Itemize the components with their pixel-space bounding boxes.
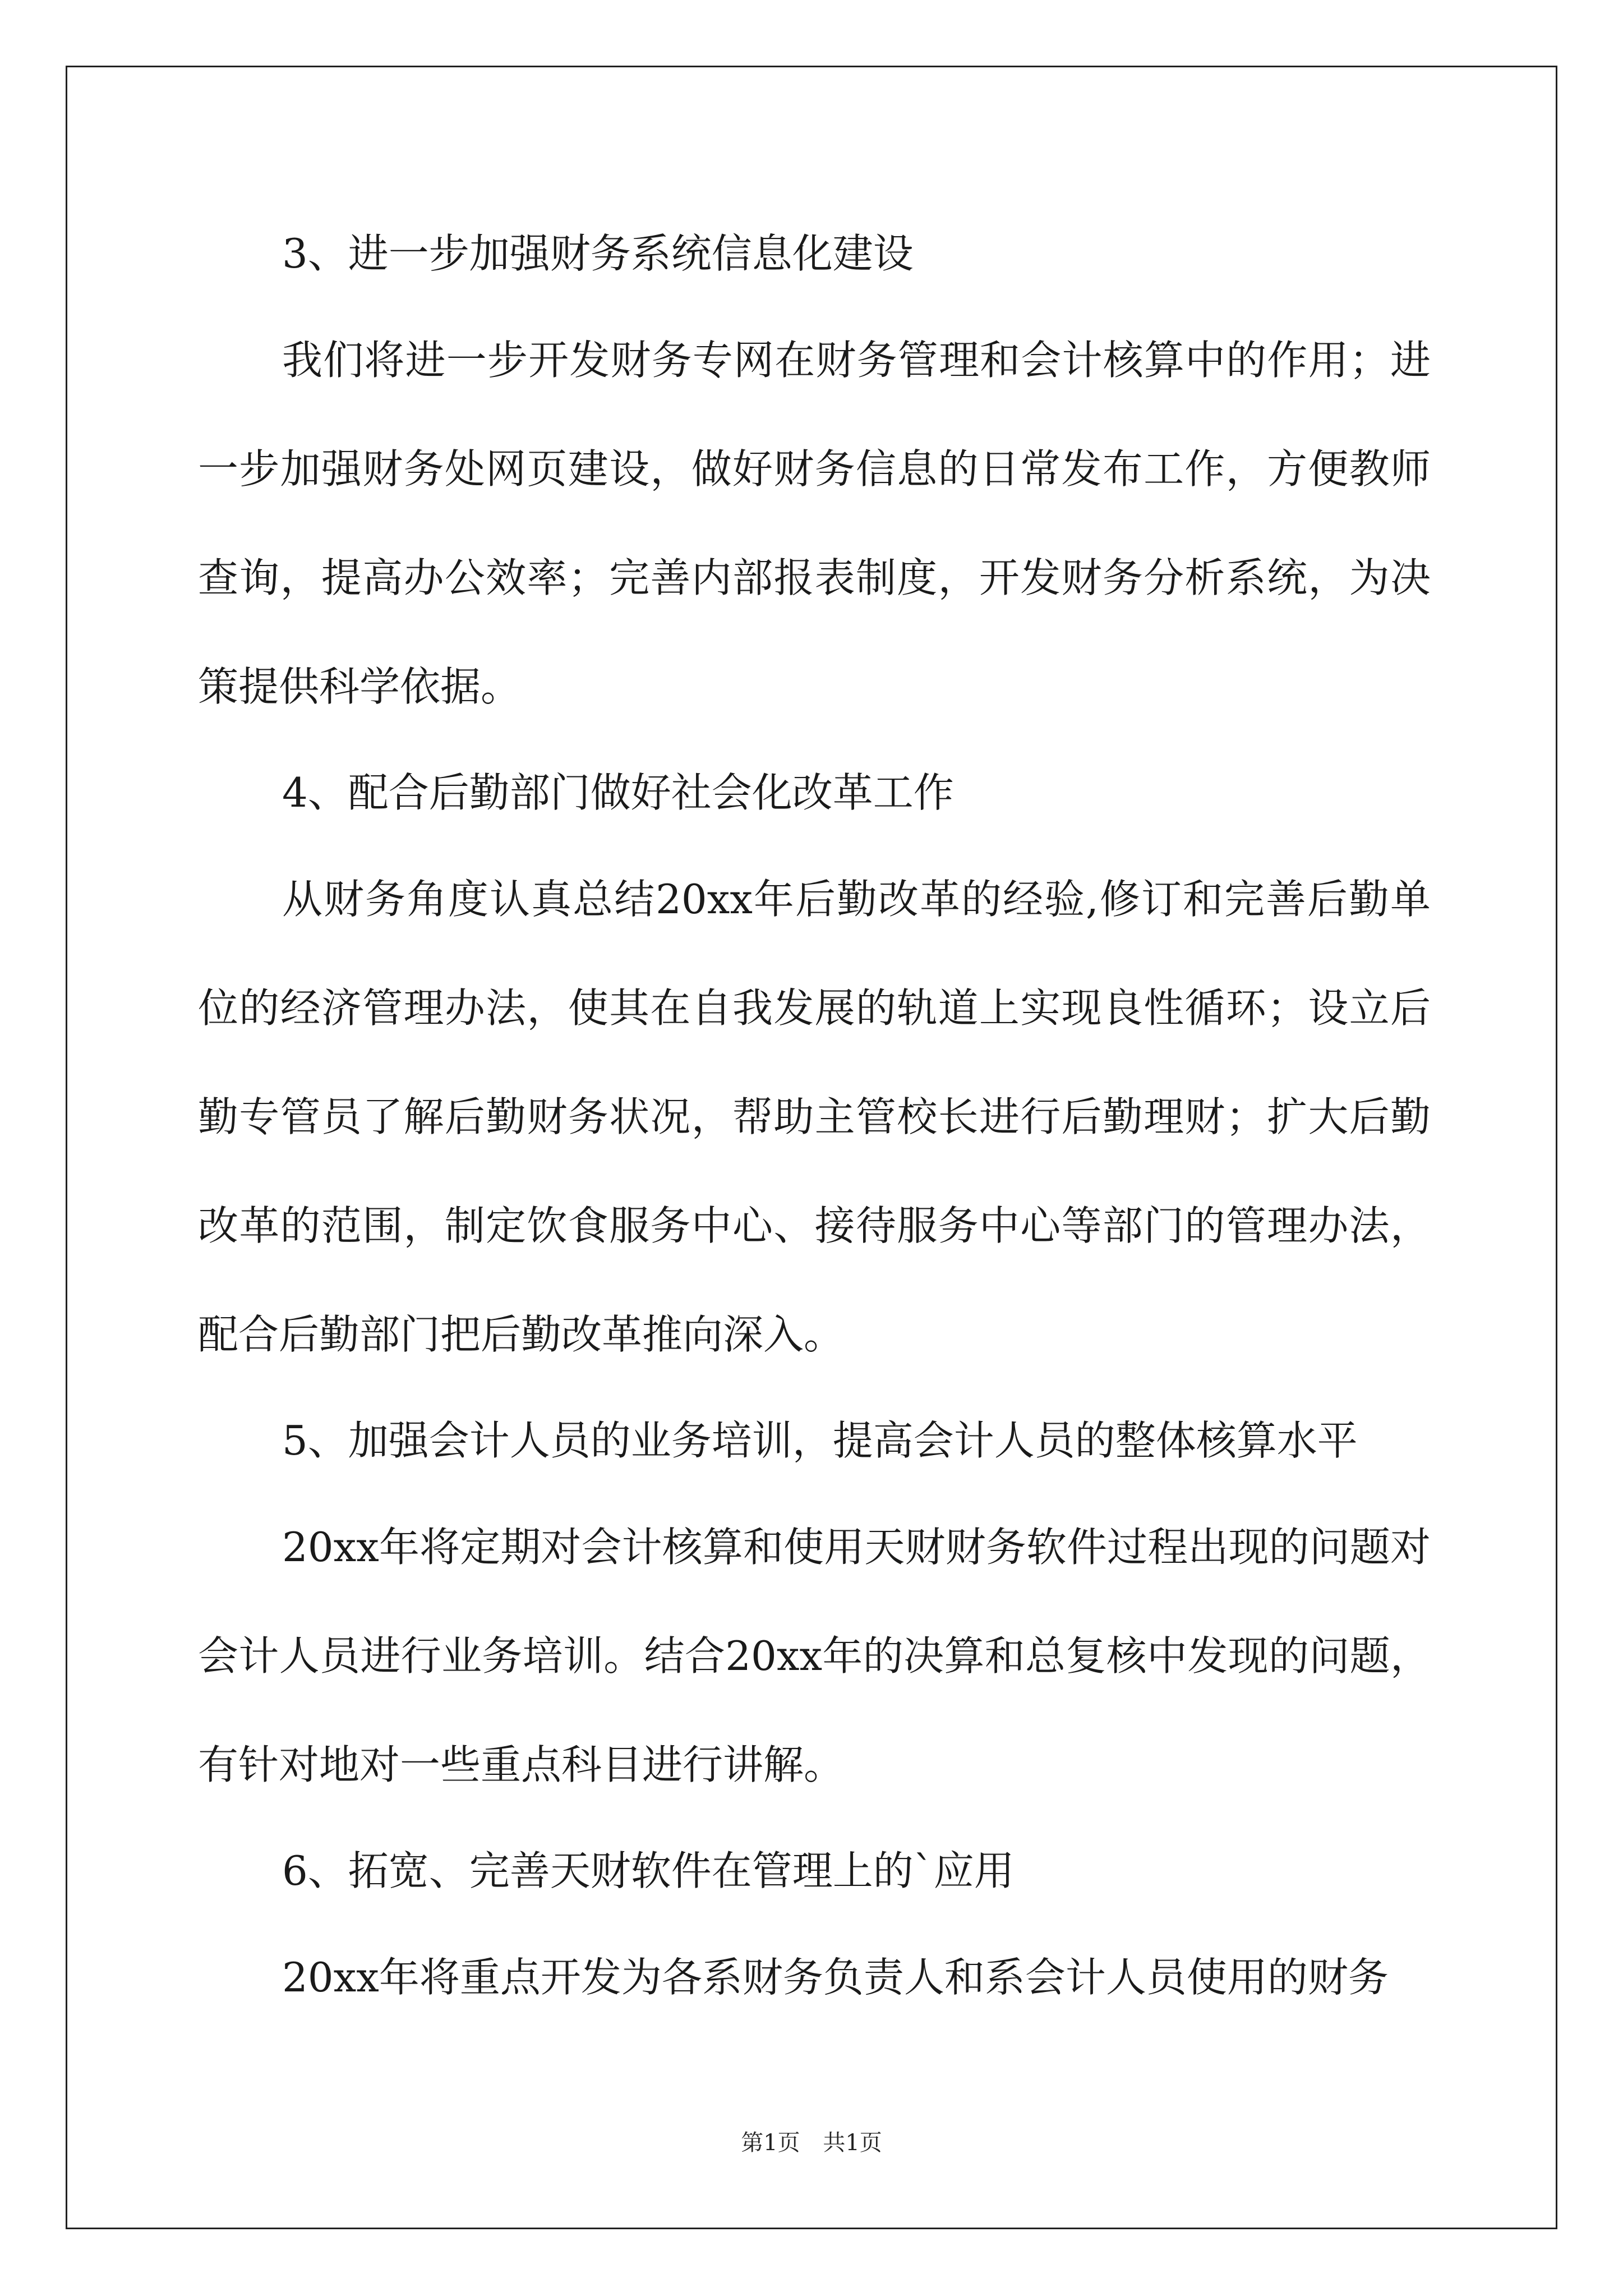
section-paragraph-4: 从财务角度认真总结20xx年后勤改革的经验,修订和完善后勤单位的经济管理办法，使其在自我发展的轨道上实现良性循环；设立后勤专管员了解后勤财务状况，帮助主管校长进行后勤理财；扩大后勤改革的范围，制定饮食服务中心、接待服务中心等部门的管理办法，配合后勤部门把后勤改革推向深入。 (198, 876, 1431, 1358)
page-total: 共1页 (823, 2130, 882, 2156)
page-footer (0, 2126, 1623, 2160)
section-paragraph-3: 我们将进一步开发财务专网在财务管理和会计核算中的作用；进一步加强财务处网页建设，做好财务信息的日常发布工作，方便教师查询，提高办公效率；完善内部报表制度，开发财务分析系统，为决策提供科学依据。 (198, 337, 1431, 710)
section-paragraph-6: 20xx年将重点开发为各系财务负责人和系会计人员使用的财务 (282, 1954, 1389, 2001)
page-number: 第1页 (741, 2130, 800, 2156)
section-heading-6: 6、拓宽、完善天财软件在管理上的`应用 (282, 1847, 1015, 1894)
section-heading-4: 4、配合后勤部门做好社会化改革工作 (282, 769, 954, 816)
document-body (198, 202, 1431, 2032)
section-heading-3: 3、进一步加强财务系统信息化建设 (282, 230, 914, 277)
section-paragraph-5: 20xx年将定期对会计核算和使用天财财务软件过程出现的问题对会计人员进行业务培训。结合20xx年的决算和总复核中发现的问题，有针对地对一些重点科目进行讲解。 (198, 1524, 1431, 1788)
section-heading-5: 5、加强会计人员的业务培训，提高会计人员的整体核算水平 (282, 1417, 1358, 1464)
